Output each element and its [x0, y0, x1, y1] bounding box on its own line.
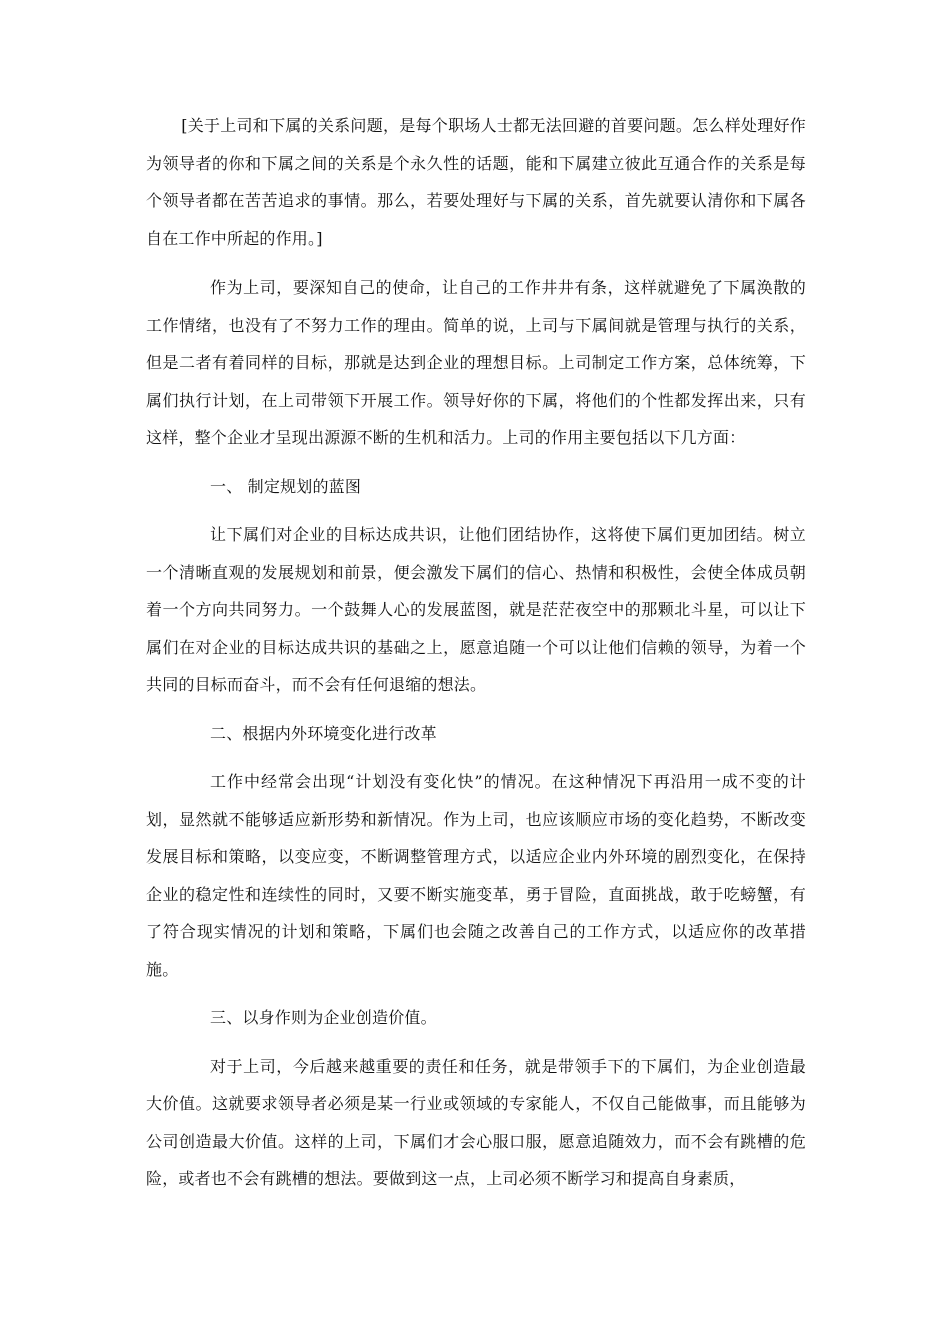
- body-paragraph-3: 工作中经常会出现“计划没有变化快”的情况。在这种情况下再沿用一成不变的计划，显然就不能够适应新形势和新情况。作为上司，也应该顺应市场的变化趋势，不断改变发展目标和策略，以变应变，不断调整管理方式，以适应企业内外环境的剧烈变化，在保持企业的稳定性和连续性的同时，又要不断实施变革，勇于冒险，直面挑战，敢于吃螃蟹，有了符合现实情况的计划和策略，下属们也会随之改善自己的工作方式，以适应你的改革措施。: [146, 772, 806, 979]
- article-body: [146, 107, 806, 1209]
- section-heading-2: 二、根据内外环境变化进行改革: [210, 723, 437, 743]
- intro-paragraph: [关于上司和下属的关系问题，是每个职场人士都无法回避的首要问题。怎么样处理好作为领导者的你和下属之间的关系是个永久性的话题，能和下属建立彼此互通合作的关系是每个领导者都在苦苦追求的事情。那么，若要处理好与下属的关系，首先就要认清你和下属各自在工作中所起的作用。]: [146, 116, 806, 248]
- section-heading-1: 一、 制定规划的蓝图: [210, 476, 362, 496]
- section-heading-3: 三、以身作则为企业创造价值。: [210, 1008, 437, 1027]
- body-paragraph-4: 对于上司，今后越来越重要的责任和任务，就是带领手下的下属们，为企业创造最大价值。这就要求领导者必须是某一行业或领域的专家能人，不仅自己能做事，而且能够为公司创造最大价值。这样的上司，下属们才会心服口服，愿意追随效力，而不会有跳槽的危险，或者也不会有跳槽的想法。要做到这一点，上司必须不断学习和提高自身素质，: [146, 1056, 806, 1188]
- body-paragraph-1: 作为上司，要深知自己的使命，让自己的工作井井有条，这样就避免了下属涣散的工作情绪，也没有了不努力工作的理由。简单的说，上司与下属间就是管理与执行的关系，但是二者有着同样的目标，那就是达到企业的理想目标。上司制定工作方案，总体统筹，下属们执行计划，在上司带领下开展工作。领导好你的下属，将他们的个性都发挥出来，只有这样，整个企业才呈现出源源不断的生机和活力。上司的作用主要包括以下几方面：: [146, 278, 806, 447]
- body-paragraph-2: 让下属们对企业的目标达成共识，让他们团结协作，这将使下属们更加团结。树立一个清晰直观的发展规划和前景，便会激发下属们的信心、热情和积极性，会使全体成员朝着一个方向共同努力。一个鼓舞人心的发展蓝图，就是茫茫夜空中的那颗北斗星，可以让下属们在对企业的目标达成共识的基础之上，愿意追随一个可以让他们信赖的领导，为着一个共同的目标而奋斗，而不会有任何退缩的想法。: [146, 525, 806, 694]
